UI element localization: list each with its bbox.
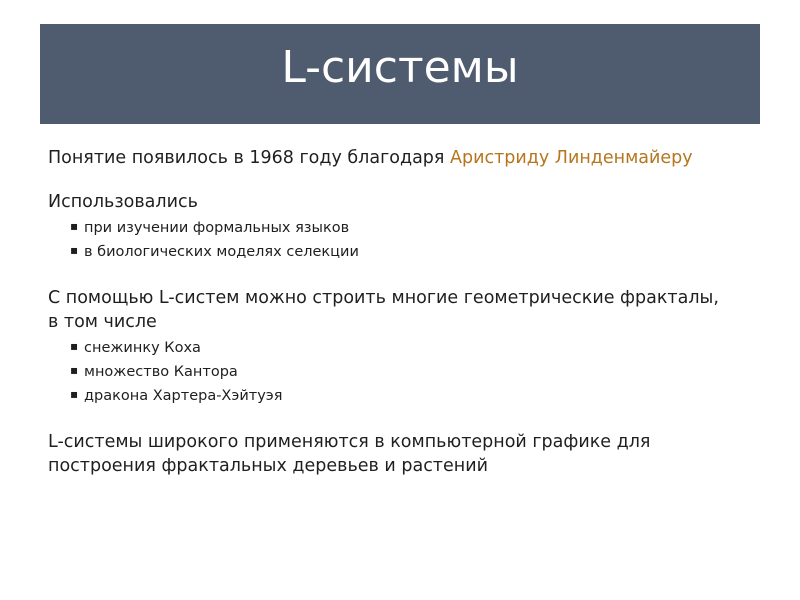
slide-content: [48, 146, 728, 478]
fractals-list: [48, 336, 728, 408]
bullet-icon: ▪: [70, 387, 79, 401]
used-list-item: [70, 240, 728, 264]
used-heading: Использовались: [48, 192, 198, 212]
used-item-text: при изучении формальных языков: [84, 220, 350, 236]
bullet-icon: ▪: [70, 219, 79, 233]
fractal-list-item: [70, 336, 728, 360]
fractal-list-item: [70, 360, 728, 384]
bullet-icon: ▪: [70, 339, 79, 353]
fractals-heading: С помощью L-систем можно строить многие геометрические фракталы, в том числе: [48, 288, 719, 332]
fractal-item-text: множество Кантора: [84, 364, 238, 380]
used-item-text: в биологических моделях селекции: [84, 244, 359, 260]
fractal-item-text: снежинку Коха: [84, 340, 201, 356]
bullet-icon: ▪: [70, 363, 79, 377]
used-list: [48, 216, 728, 264]
fractal-item-text: дракона Хартера-Хэйтуэя: [84, 388, 283, 404]
intro-paragraph: [48, 146, 728, 170]
conclusion-paragraph: L-системы широкого применяются в компьютерной графике для построения фрактальных деревьев и растений: [48, 432, 651, 476]
slide-title: L-системы: [281, 42, 519, 93]
fractal-list-item: [70, 384, 728, 408]
used-list-item: [70, 216, 728, 240]
intro-text: Понятие появилось в 1968 году благодаря: [48, 148, 451, 168]
title-bar: [40, 24, 760, 124]
intro-highlight: Аристриду Линденмайеру: [450, 148, 693, 168]
bullet-icon: ▪: [70, 243, 79, 257]
